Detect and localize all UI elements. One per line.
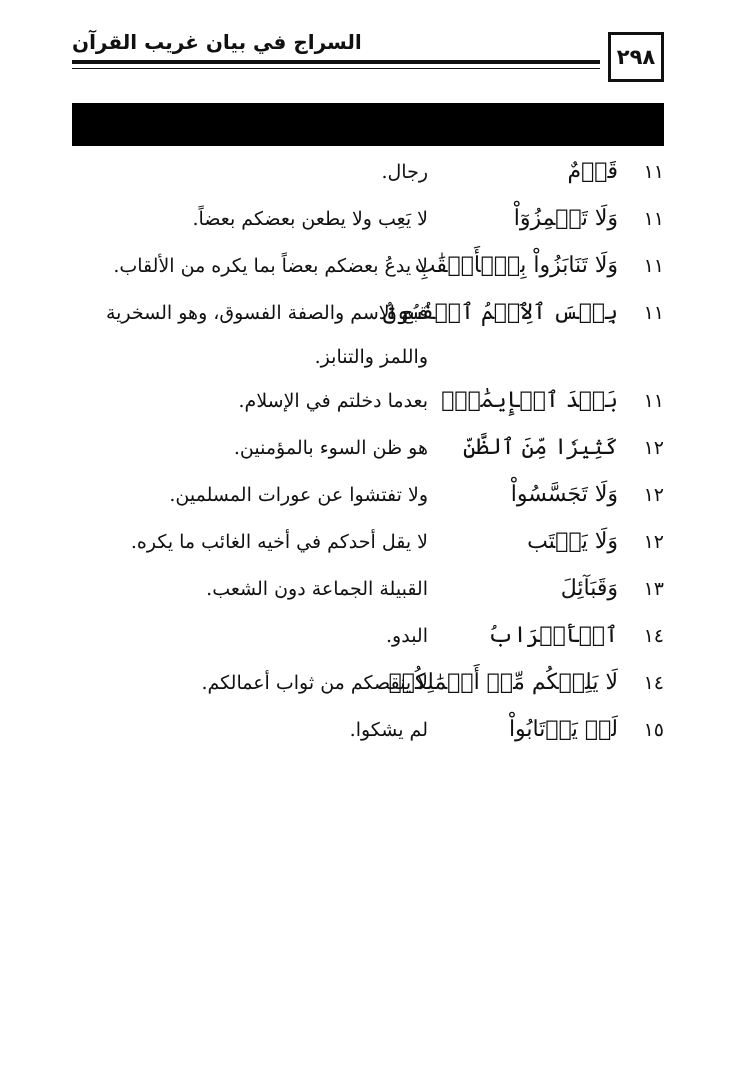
verse-number: ١١	[643, 302, 664, 324]
glossary-list	[72, 150, 664, 755]
glossary-entry	[72, 567, 664, 614]
quran-word: وَلَا تَجَسَّسُواْ	[510, 482, 618, 507]
verse-number: ١٢	[643, 531, 664, 553]
glossary-entry	[72, 473, 664, 520]
quran-word: بَعۡدَ ٱلۡإِيمَٰنِۚ	[441, 388, 618, 413]
word-meaning: لا يدعُ بعضكم بعضاً بما يكره من الألقاب.	[113, 255, 428, 277]
word-meaning: لم يشكوا.	[349, 719, 428, 741]
verse-number: ١٢	[643, 437, 664, 459]
glossary-entry	[72, 244, 664, 291]
word-meaning: لا يَعِب ولا يطعن بعضكم بعضاً.	[192, 208, 428, 230]
verse-number: ١١	[643, 255, 664, 277]
quran-word: ٱلۡأَعۡرَابُ	[487, 623, 618, 648]
glossary-entry	[72, 614, 664, 661]
glossary-entry	[72, 520, 664, 567]
word-meaning: هو ظن السوء بالمؤمنين.	[233, 437, 428, 459]
glossary-entry	[72, 197, 664, 244]
glossary-entry	[72, 150, 664, 197]
verse-number: ١١	[643, 208, 664, 230]
word-meaning: قبح الاسم والصفة الفسوق، وهو السخرية واللمز والتنابز.	[105, 302, 428, 368]
quran-word: وَقَبَآئِلَ	[560, 576, 618, 601]
word-meaning: البدو.	[386, 625, 428, 647]
glossary-entry	[72, 426, 664, 473]
quran-word: وَلَا تَنَابَزُواْ بِٱلۡأَلۡقَٰبِ	[414, 253, 618, 278]
quran-word: وَلَا يَغۡتَب	[527, 529, 618, 554]
glossary-entry	[72, 708, 664, 755]
header-rule-thin	[72, 68, 600, 69]
book-title: السراج في بيان غريب القرآن	[72, 30, 362, 54]
section-band	[72, 103, 664, 146]
verse-number: ١١	[643, 390, 664, 412]
verse-number: ١٤	[643, 625, 664, 647]
verse-number: ١٣	[643, 578, 664, 600]
quran-word: كَثِيرٗا مِّنَ ٱلظَّنِّ	[462, 435, 618, 460]
word-meaning: لا يقل أحدكم في أخيه الغائب ما يكره.	[130, 531, 428, 553]
quran-word: قَوۡمٌ	[567, 159, 618, 184]
word-meaning: بعدما دخلتم في الإسلام.	[238, 390, 428, 412]
word-meaning: لا ينقصكم من ثواب أعمالكم.	[201, 672, 428, 694]
word-meaning: القبيلة الجماعة دون الشعب.	[206, 578, 428, 600]
glossary-entry	[72, 291, 664, 379]
quran-word: لَا يَلِتۡكُم مِّنۡ أَعۡمَٰلِكُمۡ	[388, 670, 618, 695]
verse-number: ١٤	[643, 672, 664, 694]
page-number: ٢٩٨	[608, 32, 664, 82]
page-header	[72, 24, 664, 84]
word-meaning: رجال.	[381, 161, 428, 183]
quran-word: بِئۡسَ ٱلِٱسۡمُ ٱلۡفُسُوقُ	[383, 300, 618, 325]
verse-number: ١٢	[643, 484, 664, 506]
verse-number: ١١	[643, 161, 664, 183]
verse-number: ١٥	[643, 719, 664, 741]
quran-word: لَمۡ يَرۡتَابُواْ	[508, 717, 618, 742]
glossary-entry	[72, 661, 664, 708]
quran-word: وَلَا تَلۡمِزُوٓاْ	[513, 206, 618, 231]
glossary-entry	[72, 379, 664, 426]
header-rule-thick	[72, 60, 600, 64]
word-meaning: ولا تفتشوا عن عورات المسلمين.	[169, 484, 428, 506]
